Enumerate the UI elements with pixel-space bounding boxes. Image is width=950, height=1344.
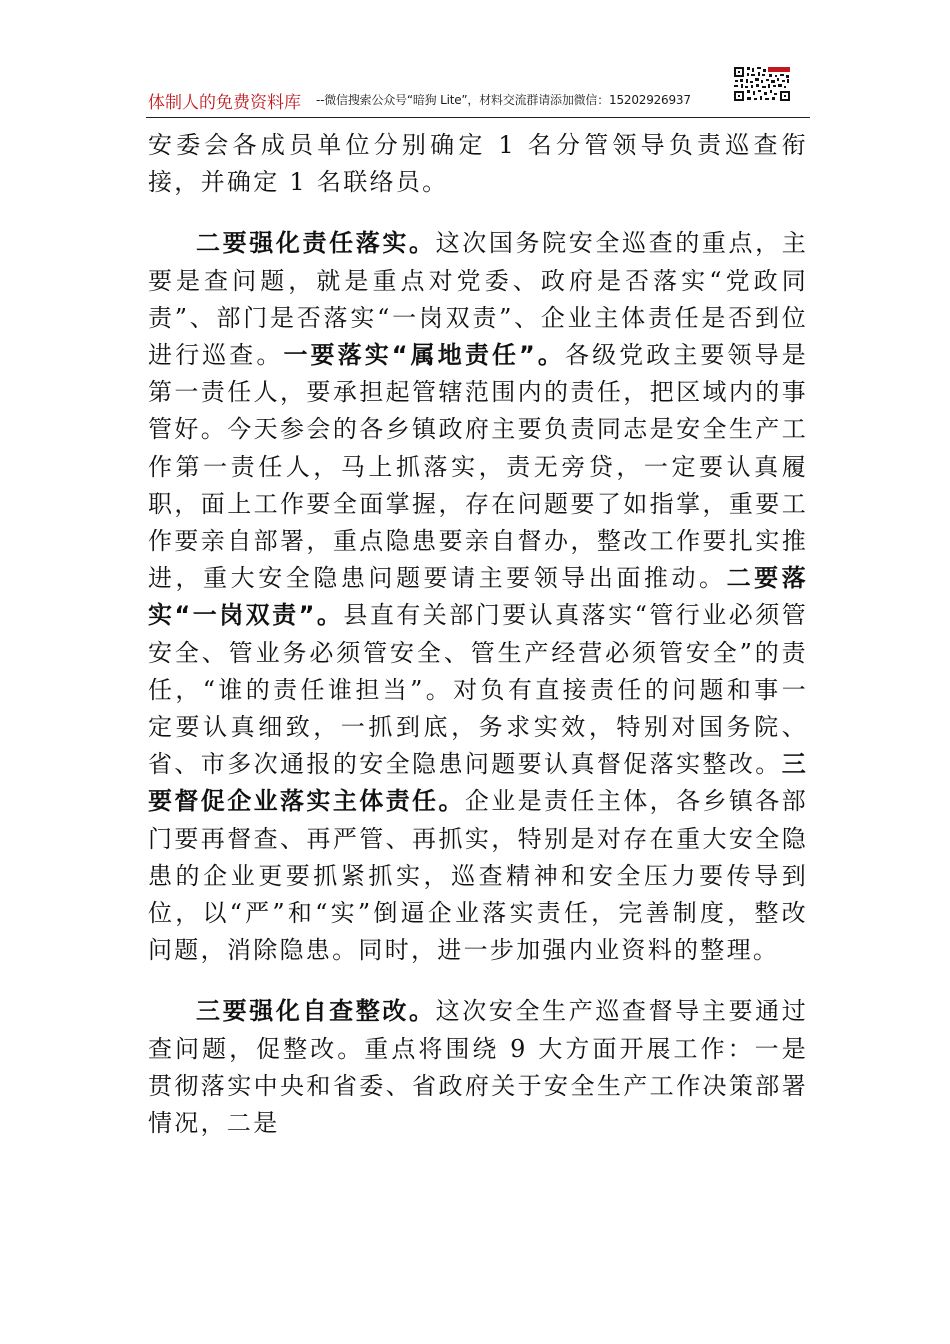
paragraph-2-heading: 二要强化责任落实。 (196, 229, 436, 258)
sub-heading-3: 三要督促企业落实主体责任。 (148, 750, 808, 816)
sub-heading-1: 一要落实“属地责任”。 (283, 341, 565, 370)
paragraph-1 (148, 127, 808, 201)
header-tagline: --微信搜索公众号“暗狗 Lite”，材料交流群请添加微信：15202926937 (316, 93, 691, 107)
qr-code-icon (733, 66, 791, 102)
sub-text-2: 县直有关部门要认真落实“管行业必须管安全、管业务必须管安全、管生产经营必须管安全”的责任，“谁的责任谁担当”。对负有直接责任的问题和事一定要认真细致，一抓到底，务求实效，特别对国务院、省、市多次通报的安全隐患问题要认真督促落实整改。 (148, 601, 809, 779)
document-body (148, 127, 808, 1142)
sub-heading-2: 二要落实“一岗双责”。 (148, 564, 808, 630)
sub-text-3: 企业是责任主体，各乡镇各部门要再督查、再严管、再抓实，特别是对存在重大安全隐患的企业更要抓紧抓实，巡查精神和安全压力要传导到位，以“严”和“实”倒逼企业落实责任，完善制度，整改问题，消除隐患。同时，进一步加强内业资料的整理。 (148, 787, 808, 965)
page-header (148, 86, 808, 116)
paragraph-2-text: 这次国务院安全巡查的重点，主要是查问题，就是重点对党委、政府是否落实“党政同责”、部门是否落实“一岗双责”、企业主体责任是否到位进行巡查。 (148, 229, 808, 370)
paragraph-2 (148, 225, 808, 969)
header-divider (146, 117, 810, 118)
paragraph-1-text: 安委会各成员单位分别确定 1 名分管领导负责巡查衔接，并确定 1 名联络员。 (148, 131, 808, 197)
paragraph-3-heading: 三要强化自查整改。 (196, 997, 436, 1026)
paragraph-3 (148, 993, 808, 1142)
paragraph-3-text: 这次安全生产巡查督导主要通过查问题，促整改。重点将围绕 9 大方面开展工作：一是贯彻落实中央和省委、省政府关于安全生产工作决策部署情况，二是 (148, 997, 808, 1138)
sub-text-1: 各级党政主要领导是第一责任人，要承担起管辖范围内的责任，把区域内的事管好。今天参会的各乡镇政府主要负责同志是安全生产工作第一责任人，马上抓落实，责无旁贷，一定要认真履职，面上工作要全面掌握，存在问题要了如指掌，重要工作要亲自部署，重点隐患要亲自督办，整改工作要扎实推进，重大安全隐患问题要请主要领导出面推动。 (148, 341, 808, 593)
brand-title: 体制人的免费资料库 (148, 93, 301, 113)
